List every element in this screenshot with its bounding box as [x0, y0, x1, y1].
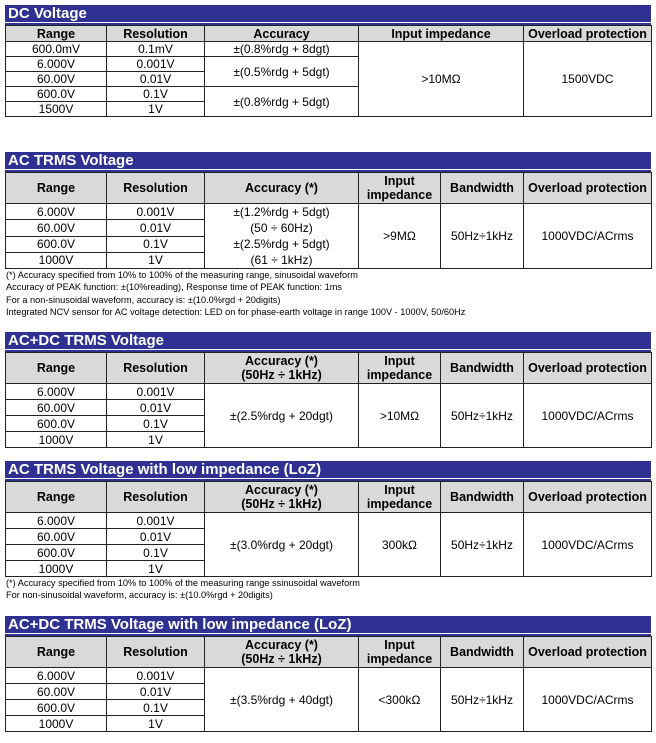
- impedance-header-line2: impedance: [366, 368, 433, 382]
- col-range: Range: [6, 173, 107, 204]
- col-range: Range: [6, 482, 107, 513]
- col-bandwidth: Bandwidth: [441, 637, 524, 668]
- range-cell: 60.00V: [6, 220, 107, 236]
- table-row: [6, 204, 652, 220]
- table-header-row: [6, 637, 652, 668]
- section-title: AC+DC TRMS Voltage: [5, 332, 651, 349]
- resolution-cell: 0.001V: [107, 513, 205, 529]
- col-range: Range: [6, 637, 107, 668]
- resolution-cell: 0.001V: [107, 668, 205, 684]
- resolution-cell: 1V: [107, 432, 205, 448]
- footnote: Integrated NCV sensor for AC voltage detection: LED on for phase-earth voltage in range 100V - 1000V, 50/60Hz: [6, 306, 466, 317]
- overload-cell: 1000VDC/ACrms: [524, 668, 652, 732]
- accuracy-cell: ±(0.5%rdg + 5dgt): [205, 57, 359, 87]
- impedance-header-line1: Input: [384, 354, 415, 368]
- table-header-row: [6, 173, 652, 204]
- resolution-cell: 0.1V: [107, 700, 205, 716]
- range-cell: 60.00V: [6, 72, 107, 87]
- resolution-cell: 0.001V: [107, 204, 205, 220]
- section-title: AC TRMS Voltage with low impedance (LoZ): [5, 461, 651, 478]
- resolution-cell: 0.1V: [107, 545, 205, 561]
- range-cell: 600.0mV: [6, 42, 107, 57]
- range-cell: 600.0V: [6, 700, 107, 716]
- range-cell: 1000V: [6, 252, 107, 268]
- range-cell: 600.0V: [6, 416, 107, 432]
- range-cell: 6.000V: [6, 384, 107, 400]
- impedance-header-line1: Input: [384, 638, 415, 652]
- resolution-cell: 0.01V: [107, 529, 205, 545]
- accuracy-cell: ±(0.8%rdg + 5dgt): [205, 87, 359, 117]
- footnote: For non-sinusoidal waveform, accuracy is: ±(10.0%rgd + 20digits): [6, 590, 273, 601]
- accuracy-line: (50 ÷ 60Hz): [250, 221, 313, 235]
- col-resolution: Resolution: [107, 26, 205, 42]
- impedance-cell: 300kΩ: [359, 513, 441, 577]
- range-cell: 1000V: [6, 561, 107, 577]
- resolution-cell: 1V: [107, 102, 205, 117]
- table-row: [6, 42, 652, 57]
- col-input-impedance: [359, 173, 441, 204]
- col-overload: Overload protection: [524, 482, 652, 513]
- accuracy-header-line1: Accuracy (*): [245, 354, 318, 368]
- resolution-cell: 1V: [107, 716, 205, 732]
- impedance-header-line1: Input: [384, 174, 415, 188]
- footnote: Accuracy of PEAK function: ±(10%reading), Response time of PEAK function: 1ms: [6, 282, 342, 293]
- bandwidth-cell: 50Hz÷1kHz: [441, 513, 524, 577]
- section-title: DC Voltage: [5, 5, 651, 22]
- col-accuracy: [205, 637, 359, 668]
- overload-cell: 1000VDC/ACrms: [524, 384, 652, 448]
- range-cell: 600.0V: [6, 236, 107, 252]
- impedance-header-line1: Input: [384, 483, 415, 497]
- col-resolution: Resolution: [107, 482, 205, 513]
- resolution-cell: 0.1V: [107, 416, 205, 432]
- col-overload: Overload protection: [524, 353, 652, 384]
- bandwidth-cell: 50Hz÷1kHz: [441, 204, 524, 269]
- accuracy-header-line1: Accuracy (*): [245, 638, 318, 652]
- range-cell: 1000V: [6, 716, 107, 732]
- accuracy-line: (61 ÷ 1kHz): [250, 253, 313, 267]
- acdc-trms-loz-section: [5, 616, 651, 732]
- table-header-row: [6, 26, 652, 42]
- resolution-cell: 0.01V: [107, 684, 205, 700]
- col-accuracy: [205, 482, 359, 513]
- col-input-impedance: Input impedance: [359, 26, 524, 42]
- impedance-cell: >10MΩ: [359, 384, 441, 448]
- accuracy-cell: ±(3.5%rdg + 40dgt): [205, 668, 359, 732]
- col-input-impedance: [359, 353, 441, 384]
- section-title: AC TRMS Voltage: [5, 152, 651, 169]
- accuracy-header-line2: (50Hz ÷ 1kHz): [241, 368, 322, 382]
- col-overload: Overload protection: [524, 173, 652, 204]
- dc-voltage-section: [5, 5, 651, 117]
- overload-cell: 1000VDC/ACrms: [524, 513, 652, 577]
- col-bandwidth: Bandwidth: [441, 482, 524, 513]
- footnote: (*) Accuracy specified from 10% to 100% of the measuring range ssinusoidal waveform: [6, 578, 360, 588]
- dc-voltage-table: [5, 25, 652, 117]
- accuracy-line: ±(2.5%rdg + 5dgt): [233, 237, 330, 251]
- table-header-row: [6, 353, 652, 384]
- col-accuracy: [205, 353, 359, 384]
- table-row: [6, 668, 652, 684]
- acdc-trms-voltage-table: [5, 352, 652, 448]
- col-accuracy: Accuracy: [205, 26, 359, 42]
- col-overload: Overload protection: [524, 637, 652, 668]
- table-row: [6, 513, 652, 529]
- acdc-trms-loz-table: [5, 636, 652, 732]
- resolution-cell: 1V: [107, 252, 205, 268]
- col-bandwidth: Bandwidth: [441, 173, 524, 204]
- col-overload: Overload protection: [524, 26, 652, 42]
- col-bandwidth: Bandwidth: [441, 353, 524, 384]
- range-cell: 6.000V: [6, 204, 107, 220]
- col-accuracy: Accuracy (*): [205, 173, 359, 204]
- footnote: (*) Accuracy specified from 10% to 100% of the measuring range, sinusoidal waveform: [6, 270, 358, 280]
- range-cell: 60.00V: [6, 529, 107, 545]
- impedance-header-line2: impedance: [366, 497, 433, 511]
- resolution-cell: 0.001V: [107, 57, 205, 72]
- accuracy-header-line2: (50Hz ÷ 1kHz): [241, 497, 322, 511]
- range-cell: 1500V: [6, 102, 107, 117]
- col-resolution: Resolution: [107, 353, 205, 384]
- impedance-header-line2: impedance: [366, 188, 433, 202]
- resolution-cell: 0.1mV: [107, 42, 205, 57]
- impedance-cell: >9MΩ: [359, 204, 441, 269]
- col-range: Range: [6, 26, 107, 42]
- range-cell: 1000V: [6, 432, 107, 448]
- resolution-cell: 0.001V: [107, 384, 205, 400]
- impedance-header-line2: impedance: [366, 652, 433, 666]
- resolution-cell: 0.01V: [107, 72, 205, 87]
- impedance-cell: <300kΩ: [359, 668, 441, 732]
- col-resolution: Resolution: [107, 173, 205, 204]
- resolution-cell: 0.1V: [107, 87, 205, 102]
- range-cell: 6.000V: [6, 668, 107, 684]
- range-cell: 60.00V: [6, 400, 107, 416]
- ac-trms-voltage-section: [5, 152, 651, 318]
- accuracy-cell: ±(0.8%rdg + 8dgt): [205, 42, 359, 57]
- accuracy-cell: ±(3.0%rdg + 20dgt): [205, 513, 359, 577]
- range-cell: 60.00V: [6, 684, 107, 700]
- range-cell: 600.0V: [6, 545, 107, 561]
- resolution-cell: 0.1V: [107, 236, 205, 252]
- table-row: [6, 384, 652, 400]
- resolution-cell: 1V: [107, 561, 205, 577]
- bandwidth-cell: 50Hz÷1kHz: [441, 668, 524, 732]
- acdc-trms-voltage-section: [5, 332, 651, 448]
- range-cell: 600.0V: [6, 87, 107, 102]
- overload-cell: 1000VDC/ACrms: [524, 204, 652, 269]
- section-title: AC+DC TRMS Voltage with low impedance (LoZ): [5, 616, 651, 633]
- range-cell: 6.000V: [6, 57, 107, 72]
- col-input-impedance: [359, 482, 441, 513]
- accuracy-cell: ±(2.5%rdg + 20dgt): [205, 384, 359, 448]
- ac-trms-loz-section: [5, 461, 651, 602]
- ac-trms-voltage-table: [5, 172, 652, 269]
- accuracy-line: ±(1.2%rdg + 5dgt): [233, 205, 330, 219]
- col-resolution: Resolution: [107, 637, 205, 668]
- impedance-cell: >10MΩ: [359, 42, 524, 117]
- accuracy-header-line1: Accuracy (*): [245, 483, 318, 497]
- resolution-cell: 0.01V: [107, 400, 205, 416]
- ac-trms-loz-table: [5, 481, 652, 577]
- range-cell: 6.000V: [6, 513, 107, 529]
- col-input-impedance: [359, 637, 441, 668]
- bandwidth-cell: 50Hz÷1kHz: [441, 384, 524, 448]
- footnote: For a non-sinusoidal waveform, accuracy is: ±(10.0%rgd + 20digits): [6, 294, 281, 305]
- resolution-cell: 0.01V: [107, 220, 205, 236]
- accuracy-cell: [205, 204, 359, 269]
- col-range: Range: [6, 353, 107, 384]
- accuracy-header-line2: (50Hz ÷ 1kHz): [241, 652, 322, 666]
- overload-cell: 1500VDC: [524, 42, 652, 117]
- table-header-row: [6, 482, 652, 513]
